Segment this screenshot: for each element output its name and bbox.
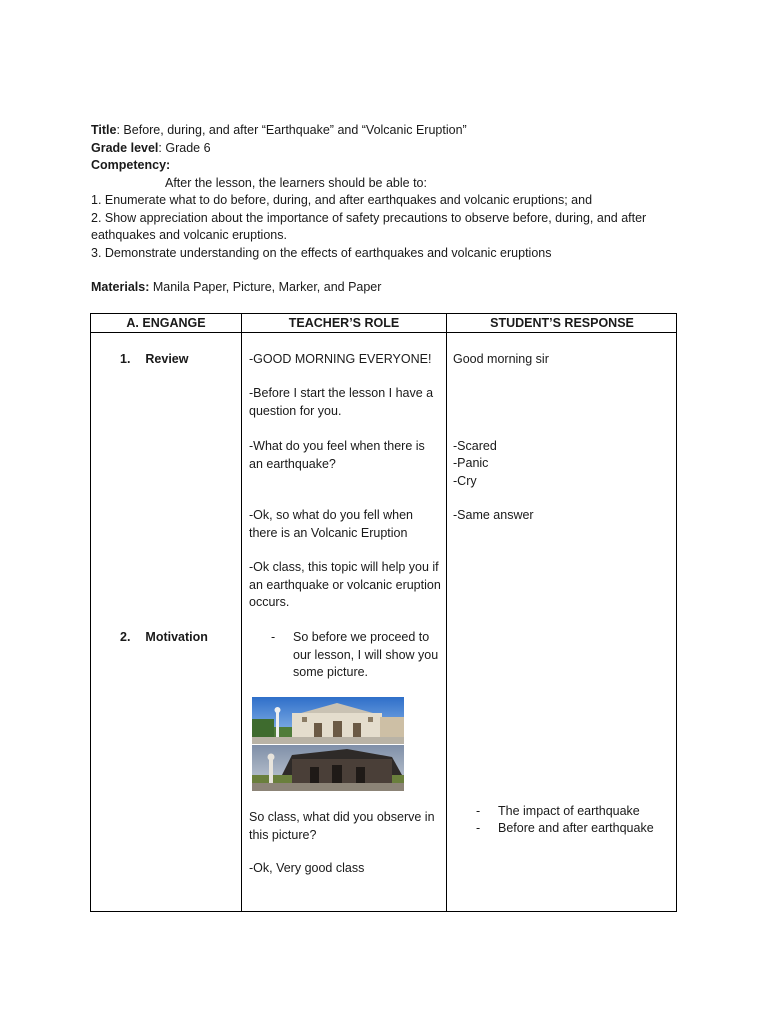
title-line [91,122,691,140]
section-motivation [120,629,208,647]
title-value: : Before, during, and after “Earthquake” and “Volcanic Eruption” [116,123,467,137]
student-answer-same: -Same answer [453,508,534,522]
competency-intro: After the lesson, the learners should be able to: [165,175,427,190]
title-label: Title [91,123,117,137]
bullet-dash: - [271,630,276,644]
materials-line [91,279,691,297]
section-review [120,351,189,369]
student-greeting: Good morning sir [453,352,549,366]
student-answer-cry: -Cry [453,474,477,488]
teacher-picture-intro: So before we proceed to our lesson, I will show you some picture. [293,630,439,679]
bullet-dash: - [476,804,481,818]
competency-item-2-continued: ea​thquakes and volcanic eruptions. [91,228,287,242]
student-response-header: STUDENT’S RESPONSE [490,316,634,330]
student-answer-scared: -Scared [453,439,497,453]
church-before-photo [252,697,404,744]
section-number: 1. [120,352,131,366]
teacher-topic-note: -Ok class, this topic will help you if an earthquake or volcanic eruption occurs. [249,560,441,609]
teacher-observe-question: So class, what did you observe in this picture? [249,810,435,842]
student-answer-panic: -Panic [453,456,489,470]
competency-item-3: 3. Demonstrate understanding on the effects of earthquakes and volcanic eruptions [91,245,552,260]
grade-value: : Grade 6 [158,140,211,155]
student-answer-before-after: Before and after earthquake [498,821,654,835]
competency-item-2: 2. Show appreciation about the importance of safety precautions to observe before, during, and after [91,210,647,225]
bullet-dash: - [476,821,481,835]
teacher-question-volcano: -Ok, so what do you fell when there is an Volcanic Eruption [249,508,413,540]
engage-header: A. ENGANGE [126,316,206,330]
column-divider [446,314,447,911]
teacher-role-header: TEACHER’S ROLE [288,316,400,330]
lesson-header [91,122,691,297]
section-number: 2. [120,630,131,644]
teacher-greeting: -GOOD MORNING EVERYONE! [249,352,432,366]
section-label: Review [145,352,189,366]
teacher-question-earthquake: -What do you feel when there is an earthquake? [249,439,425,471]
church-after-photo [252,745,404,791]
competency-item-1: 1. Enumerate what to do before, during, and after earthquakes and volcanic eruptions; and [91,193,593,207]
section-label: Motivation [145,630,208,644]
materials-label: Materials: [91,280,150,294]
teacher-question-intro: -Before I start the lesson I have a question for you. [249,386,434,418]
competency-label: Competency: [91,158,171,172]
materials-value: Manila Paper, Picture, Marker, and Paper [149,280,382,294]
lesson-table [90,313,677,912]
column-divider [241,314,242,911]
grade-label: Grade level [91,140,159,155]
grade-line [91,140,691,158]
student-answer-impact: The impact of earthquake [498,804,640,818]
teacher-praise: -Ok, Very good class [249,861,365,875]
